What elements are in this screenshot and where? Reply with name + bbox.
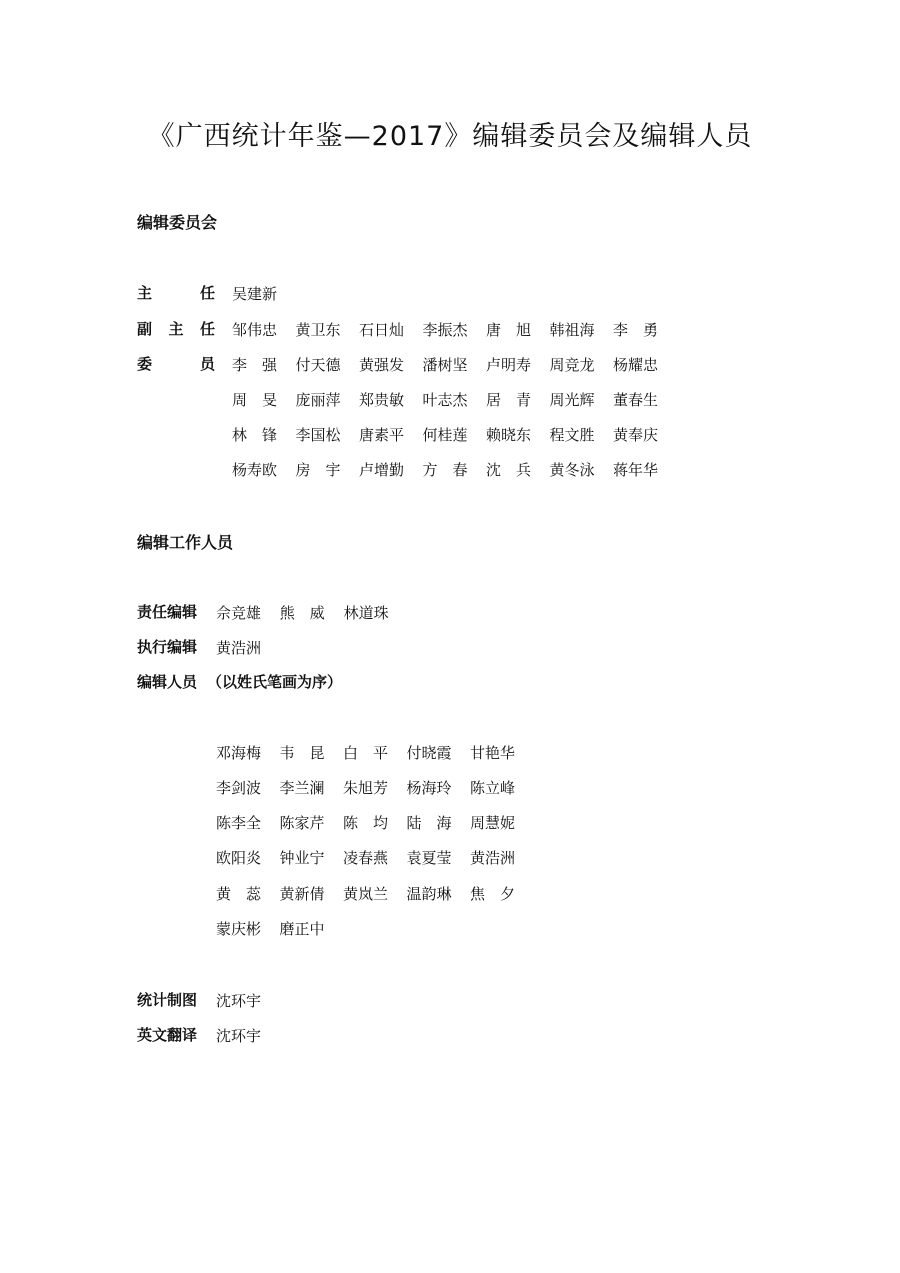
deputy-name: 李振杰 xyxy=(422,321,468,339)
member-name: 房 宇 xyxy=(295,461,341,479)
editor-name: 陈家芹 xyxy=(279,814,325,832)
director-label xyxy=(137,282,215,303)
editor-name: 温韵琳 xyxy=(406,885,452,903)
deputy-label-char: 任 xyxy=(199,320,215,338)
director-names xyxy=(232,283,296,304)
members-label-char: 委 xyxy=(137,355,153,373)
editors-row xyxy=(216,847,534,868)
editor-name: 李剑波 xyxy=(216,779,262,797)
editor-name: 周慧妮 xyxy=(470,814,516,832)
editor-name: 凌春燕 xyxy=(343,849,389,867)
members-row xyxy=(232,389,677,410)
member-name: 林 锋 xyxy=(232,426,278,444)
director-name: 吴建新 xyxy=(232,285,278,303)
editors-label: 编辑人员 xyxy=(137,673,198,691)
editors-row xyxy=(216,918,343,939)
member-name: 沈 兵 xyxy=(486,461,532,479)
director-label-char: 主 xyxy=(137,284,153,302)
editor-name: 白 平 xyxy=(343,744,389,762)
editor-name: 欧阳炎 xyxy=(216,849,262,867)
member-name: 何桂莲 xyxy=(422,426,468,444)
editor-name: 杨海玲 xyxy=(406,779,452,797)
editor-name: 邓海梅 xyxy=(216,744,262,762)
member-name: 叶志杰 xyxy=(422,391,468,409)
translation-name: 沈环宇 xyxy=(216,1027,262,1045)
member-name: 程文胜 xyxy=(549,426,595,444)
editor-name: 陈 均 xyxy=(343,814,389,832)
editor-name: 韦 昆 xyxy=(279,744,325,762)
director-label-char: 任 xyxy=(199,284,215,302)
editor-name: 陈李全 xyxy=(216,814,262,832)
editors-row xyxy=(216,777,534,798)
editor-name: 黄 蕊 xyxy=(216,885,262,903)
executive-editor-names xyxy=(216,637,275,658)
editor-name: 朱旭芳 xyxy=(343,779,389,797)
editors-row xyxy=(216,883,534,904)
member-name: 居 青 xyxy=(486,391,532,409)
members-label-char: 员 xyxy=(199,355,215,373)
charts-names xyxy=(216,990,275,1011)
chief-editor-name: 佘竞雄 xyxy=(216,604,262,622)
editor-name: 焦 夕 xyxy=(470,885,516,903)
editor-name: 黄新倩 xyxy=(279,885,325,903)
member-name: 卢增勤 xyxy=(359,461,405,479)
charts-label: 统计制图 xyxy=(137,991,198,1009)
deputy-name: 李 勇 xyxy=(613,321,659,339)
charts-name: 沈环宇 xyxy=(216,992,262,1010)
executive-editor-label: 执行编辑 xyxy=(137,638,198,656)
translation-label: 英文翻译 xyxy=(137,1026,198,1044)
member-name: 蒋年华 xyxy=(613,461,659,479)
deputy-name: 韩祖海 xyxy=(549,321,595,339)
editor-name: 陆 海 xyxy=(406,814,452,832)
member-name: 郑贵敏 xyxy=(359,391,405,409)
translation-names xyxy=(216,1025,275,1046)
member-name: 周 旻 xyxy=(232,391,278,409)
member-name: 董春生 xyxy=(613,391,659,409)
chief-editor-name: 熊 威 xyxy=(279,604,325,622)
member-name: 方 春 xyxy=(422,461,468,479)
chief-editor-label: 责任编辑 xyxy=(137,603,198,621)
editors-row xyxy=(216,742,534,763)
editor-name: 磨正中 xyxy=(279,920,325,938)
member-name: 周竞龙 xyxy=(549,356,595,374)
staff-heading: 编辑工作人员 xyxy=(137,533,234,552)
deputy-name: 黄卫东 xyxy=(295,321,341,339)
executive-editor-name: 黄浩洲 xyxy=(216,639,262,657)
members-label xyxy=(137,353,215,374)
editor-name: 钟业宁 xyxy=(279,849,325,867)
chief-editor-name: 林道珠 xyxy=(343,604,389,622)
member-name: 赖晓东 xyxy=(486,426,532,444)
deputy-name: 唐 旭 xyxy=(486,321,532,339)
members-row xyxy=(232,424,677,445)
member-name: 卢明寿 xyxy=(486,356,532,374)
member-name: 庞丽萍 xyxy=(295,391,341,409)
deputy-director-label xyxy=(137,318,215,339)
member-name: 付天德 xyxy=(295,356,341,374)
member-name: 李国松 xyxy=(295,426,341,444)
deputy-label-char: 主 xyxy=(168,320,184,338)
page-title: 《广西统计年鉴—2017》编辑委员会及编辑人员 xyxy=(147,121,753,152)
editors-note: （以姓氏笔画为序） xyxy=(207,673,343,691)
member-name: 黄强发 xyxy=(359,356,405,374)
member-name: 黄冬泳 xyxy=(549,461,595,479)
member-name: 唐素平 xyxy=(359,426,405,444)
deputy-name: 邹伟忠 xyxy=(232,321,278,339)
member-name: 杨耀忠 xyxy=(613,356,659,374)
member-name: 潘树坚 xyxy=(422,356,468,374)
editor-name: 黄岚兰 xyxy=(343,885,389,903)
member-name: 杨寿欧 xyxy=(232,461,278,479)
members-row xyxy=(232,354,677,375)
editors-row xyxy=(216,812,534,833)
editor-name: 甘艳华 xyxy=(470,744,516,762)
editor-name: 蒙庆彬 xyxy=(216,920,262,938)
editor-name: 袁夏莹 xyxy=(406,849,452,867)
chief-editor-names xyxy=(216,602,403,623)
member-name: 李 强 xyxy=(232,356,278,374)
deputy-label-char: 副 xyxy=(137,320,153,338)
deputy-name: 石日灿 xyxy=(359,321,405,339)
committee-heading: 编辑委员会 xyxy=(137,213,218,232)
member-name: 黄奉庆 xyxy=(613,426,659,444)
editor-name: 付晓霞 xyxy=(406,744,452,762)
editor-name: 黄浩洲 xyxy=(470,849,516,867)
deputy-director-names xyxy=(232,319,677,340)
editor-name: 李兰澜 xyxy=(279,779,325,797)
member-name: 周光辉 xyxy=(549,391,595,409)
editor-name: 陈立峰 xyxy=(470,779,516,797)
members-row xyxy=(232,459,677,480)
